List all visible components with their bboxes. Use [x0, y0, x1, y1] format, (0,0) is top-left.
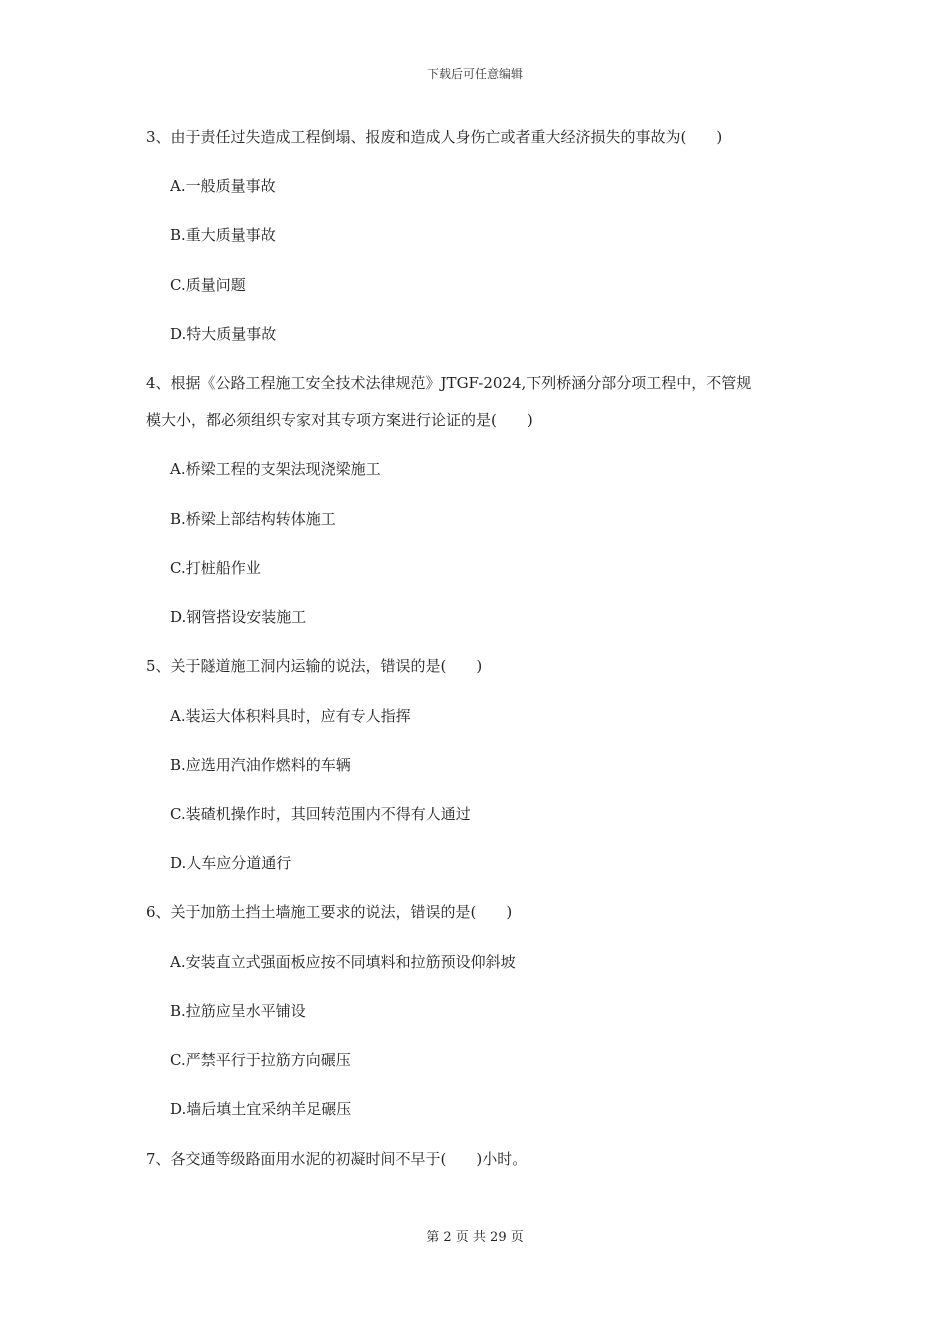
- question-3-option-d: D.特大质量事故: [170, 325, 277, 343]
- question-5-option-b: B.应选用汽油作燃料的车辆: [170, 756, 351, 774]
- question-5-option-a: A.装运大体积料具时，应有专人指挥: [170, 707, 411, 725]
- question-6-option-c: C.严禁平行于拉筋方向碾压: [170, 1051, 351, 1069]
- question-4-option-d: D.钢管搭设安装施工: [170, 608, 307, 626]
- question-4-option-b: B.桥梁上部结构转体施工: [170, 510, 336, 528]
- question-6-option-d: D.墙后填土宜采纳羊足碾压: [170, 1100, 352, 1118]
- question-4-stem-line-1: 4、根据《公路工程施工安全技术法律规范》JTGF-2024,下列桥涵分部分项工程中，不管规: [146, 374, 752, 392]
- question-4-stem-line-2: 模大小，都必须组织专家对其专项方案进行论证的是( ): [146, 411, 533, 429]
- question-5-option-c: C.装碴机操作时，其回转范围内不得有人通过: [170, 805, 471, 823]
- question-6-option-b: B.拉筋应呈水平铺设: [170, 1002, 306, 1020]
- question-3-option-c: C.质量问题: [170, 276, 246, 294]
- question-6-stem: 6、关于加筋土挡土墙施工要求的说法，错误的是( ): [146, 903, 513, 921]
- question-4-option-c: C.打桩船作业: [170, 559, 261, 577]
- page-footer: 第 2 页 共 29 页: [426, 1230, 524, 1245]
- question-5-option-d: D.人车应分道通行: [170, 854, 292, 872]
- question-3-stem: 3、由于责任过失造成工程倒塌、报废和造成人身伤亡或者重大经济损失的事故为( ): [146, 128, 723, 146]
- question-6-option-a: A.安装直立式强面板应按不同填料和拉筋预设仰斜坡: [170, 953, 516, 971]
- question-3-option-b: B.重大质量事故: [170, 226, 276, 244]
- question-5-stem: 5、关于隧道施工洞内运输的说法，错误的是( ): [146, 657, 483, 675]
- question-7-stem: 7、各交通等级路面用水泥的初凝时间不早于( )小时。: [146, 1150, 528, 1168]
- question-4-option-a: A.桥梁工程的支架法现浇梁施工: [170, 460, 381, 478]
- question-3-option-a: A.一般质量事故: [170, 177, 276, 195]
- page-header: 下载后可任意编辑: [426, 67, 523, 81]
